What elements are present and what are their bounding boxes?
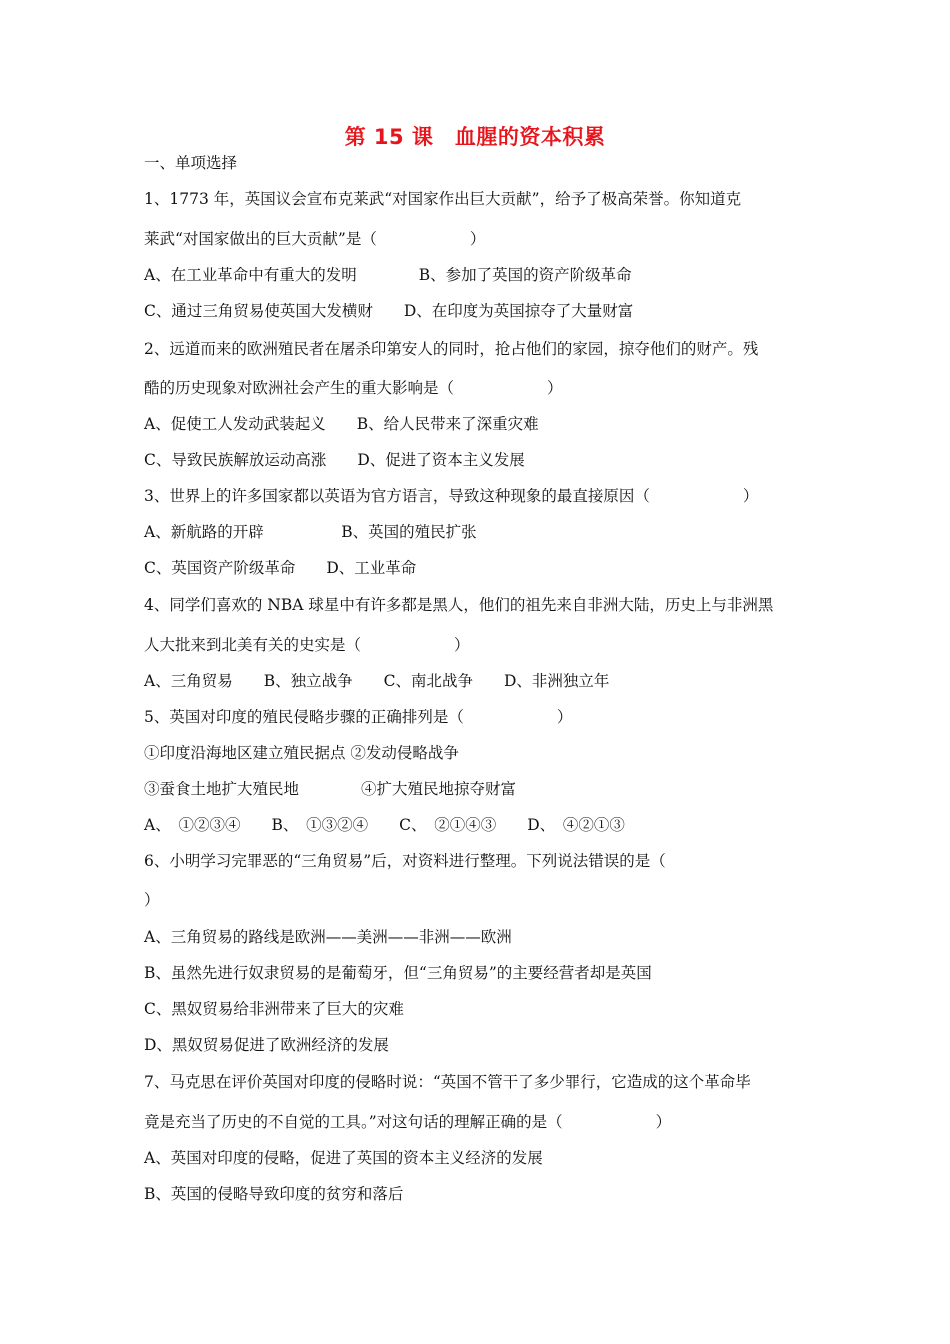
question-4-options: A、三角贸易 B、独立战争 C、南北战争 D、非洲独立年 — [144, 672, 610, 690]
question-1-stem-line-2: 莱武“对国家做出的巨大贡献”是（ ） — [144, 230, 486, 248]
question-6-stem-line-1: 6、小明学习完罪恶的“三角贸易”后，对资料进行整理。下列说法错误的是（ — [144, 852, 666, 870]
question-5-items-12: ①印度沿海地区建立殖民据点 ②发动侵略战争 — [144, 744, 459, 762]
question-2-options-ab: A、促使工人发动武装起义 B、给人民带来了深重灾难 — [144, 415, 539, 433]
question-1-options-ab: A、在工业革命中有重大的发明 B、参加了英国的资产阶级革命 — [144, 266, 632, 284]
question-6-stem-line-2: ） — [144, 891, 160, 909]
lesson-title: 第 15 课 血腥的资本积累 — [344, 125, 606, 149]
question-6-option-a: A、三角贸易的路线是欧洲——美洲——非洲——欧洲 — [144, 928, 512, 946]
question-4-stem-line-1: 4、同学们喜欢的 NBA 球星中有许多都是黑人，他们的祖先来自非洲大陆，历史上与非洲黑 — [144, 596, 774, 614]
question-6-option-c: C、黑奴贸易给非洲带来了巨大的灾难 — [144, 1000, 404, 1018]
question-3-stem: 3、世界上的许多国家都以英语为官方语言，导致这种现象的最直接原因（ ） — [144, 487, 759, 505]
question-6-option-d: D、黑奴贸易促进了欧洲经济的发展 — [144, 1036, 389, 1054]
question-3-options-ab: A、新航路的开辟 B、英国的殖民扩张 — [144, 523, 477, 541]
question-3-options-cd: C、英国资产阶级革命 D、工业革命 — [144, 559, 417, 577]
question-6-option-b: B、虽然先进行奴隶贸易的是葡萄牙，但“三角贸易”的主要经营者却是英国 — [144, 964, 652, 982]
section-heading: 一、单项选择 — [144, 154, 238, 172]
question-4-stem-line-2: 人大批来到北美有关的史实是（ ） — [144, 636, 470, 654]
question-5-stem: 5、英国对印度的殖民侵略步骤的正确排列是（ ） — [144, 708, 573, 726]
question-7-stem-line-2: 竟是充当了历史的不自觉的工具。”对这句话的理解正确的是（ ） — [144, 1113, 672, 1131]
question-1-options-cd: C、通过三角贸易使英国大发横财 D、在印度为英国掠夺了大量财富 — [144, 302, 634, 320]
question-2-stem-line-1: 2、远道而来的欧洲殖民者在屠杀印第安人的同时，抢占他们的家园，掠夺他们的财产。残 — [144, 340, 759, 358]
question-5-options: A、 ①②③④ B、 ①③②④ C、 ②①④③ D、 ④②①③ — [144, 816, 625, 834]
question-1-stem-line-1: 1、1773 年，英国议会宣布克莱武“对国家作出巨大贡献”，给予了极高荣誉。你知道克 — [144, 190, 742, 208]
question-7-option-a: A、英国对印度的侵略，促进了英国的资本主义经济的发展 — [144, 1149, 543, 1167]
question-7-option-b: B、英国的侵略导致印度的贫穷和落后 — [144, 1185, 404, 1203]
question-5-items-34: ③蚕食土地扩大殖民地 ④扩大殖民地掠夺财富 — [144, 780, 517, 798]
question-2-stem-line-2: 酷的历史现象对欧洲社会产生的重大影响是（ ） — [144, 379, 563, 397]
question-2-options-cd: C、导致民族解放运动高涨 D、促进了资本主义发展 — [144, 451, 525, 469]
question-7-stem-line-1: 7、马克思在评价英国对印度的侵略时说：“英国不管干了多少罪行，它造成的这个革命毕 — [144, 1073, 751, 1091]
